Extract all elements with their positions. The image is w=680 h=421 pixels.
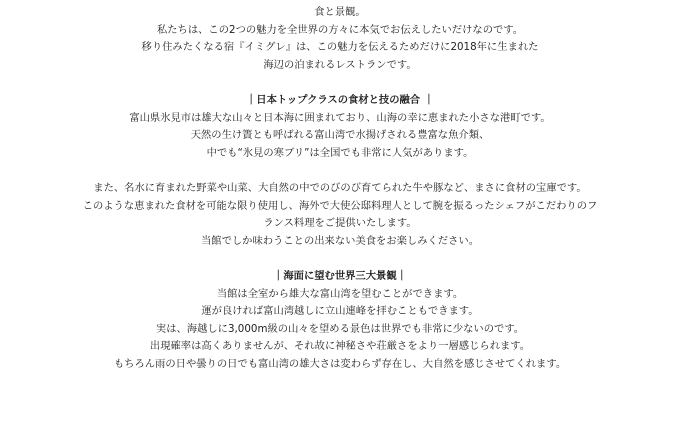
paragraph-line: 実は、海越しに3,000m級の山々を望める景色は世界でも非常に少ないのです。 [155,322,525,335]
paragraph-line: 中でも“氷見の寒ブリ”は全国でも非常に人気があります。 [206,146,474,159]
paragraph-line: ランス料理をご提供いたします。 [263,217,417,230]
spacer [0,162,680,180]
section-view [0,268,680,374]
paragraph-line: 富山県氷見市は雄大な山々と日本海に囲まれており、山海の幸に恵まれた小さな港町です。 [129,111,551,124]
section-heading: ｜海面に望む世界三大景観｜ [273,269,407,282]
intro-line: 食と景観。 [314,6,366,18]
spacer [0,74,680,92]
paragraph-line: 天然の生け簀とも呼ばれる富山湾で水揚げされる豊富な魚介類、 [190,129,490,142]
paragraph-line: 当館でしか味わうことの出来ない美食をお楽しみください。 [200,234,479,247]
paragraph-line: また、名水に育まれた野菜や山菜、大自然の中でのびのび育てられた牛や豚など、まさに食材の宝庫です。 [93,181,587,194]
intro-line: 移り住みたくなる宿『イミグレ』は、この魅力を伝えるためだけに2018年に生まれた [141,41,539,54]
paragraph-line: 当館は全室から雄大な富山湾を望むことができます。 [216,287,464,300]
intro-line: 海辺の泊まれるレストランです。 [263,58,417,71]
section-heading: ｜日本トップクラスの食材と技の融合 ｜ [245,93,434,106]
paragraph-line: このような恵まれた食材を可能な限り使用し、海外で大使公邸料理人として腕を振るったシェフがこだわりのフ [82,199,598,212]
paragraph-line: 出現確率は高くありませんが、それ故に神秘さや荘厳さをより一層感じられます。 [149,340,531,353]
intro-line: 私たちは、この2つの魅力を全世界の方々に本気でお伝えしたいだけなのです。 [156,23,524,36]
paragraph-line: 運が良ければ富山湾越しに立山連峰を拝むこともできます。 [201,305,479,318]
paragraph-line: もちろん雨の日や曇りの日でも富山湾の雄大さは変わらず存在し、大自然を感じさせてくれます。 [113,357,567,370]
spacer [0,250,680,268]
section-food [0,92,680,250]
intro-block [0,4,680,74]
